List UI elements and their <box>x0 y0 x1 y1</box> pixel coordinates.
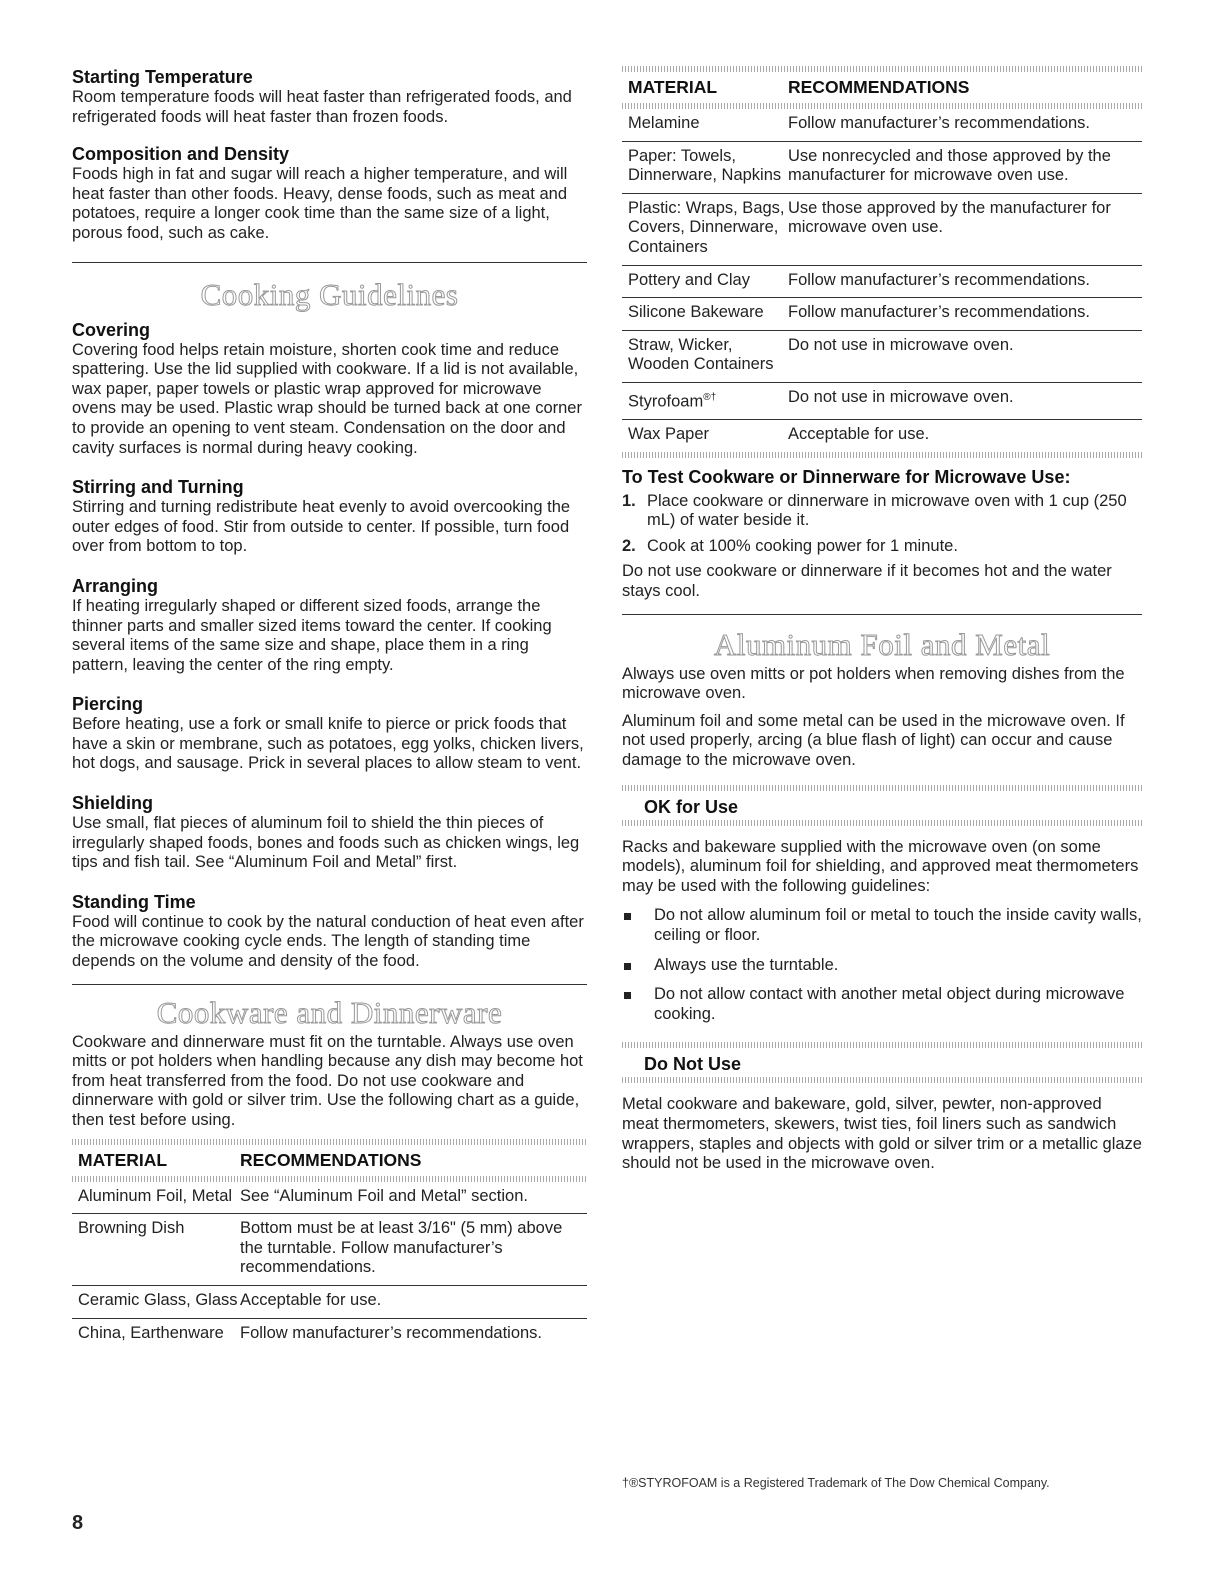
bullet-item <box>622 906 1142 945</box>
box-ok-for-use <box>622 785 1142 826</box>
table-row <box>622 109 1142 142</box>
piercing-text: Before heating, use a fork or small knife to pierce or prick foods that have a skin or membrane, such as potatoes, egg yolks, chicken livers, hot dogs, and sausage. Prick in several places to allow steam to vent. <box>72 715 584 773</box>
bullet-text: Do not allow aluminum foil or metal to touch the inside cavity walls, ceiling or floor. <box>654 906 1142 944</box>
section-starting-temperature <box>72 66 587 127</box>
table-bottom-rule <box>622 452 1142 458</box>
bullet-text: Do not allow contact with another metal object during microwave cooking. <box>654 985 1125 1023</box>
material-cell: China, Earthenware <box>78 1323 224 1342</box>
box-do-not-use <box>622 1042 1142 1083</box>
cookware-text: Cookware and dinnerware must fit on the turntable. Always use oven mitts or pot holders when handling because any dish may become hot from heat transferred from the food. Do not use cookware and dinnerware with gold or silver trim. Use the following chart as a guide, then test before using. <box>72 1032 583 1129</box>
step-number: 1. <box>622 491 636 510</box>
section-title-cookware: Cookware and Dinnerware <box>156 994 503 1030</box>
table-row <box>72 1319 587 1351</box>
subhead-starting-temperature: Starting Temperature <box>72 67 253 87</box>
divider <box>72 984 587 985</box>
header-recommendations: RECOMMENDATIONS <box>788 77 970 97</box>
material-cell: Browning Dish <box>78 1219 185 1238</box>
table-row <box>622 383 1142 420</box>
table-row <box>72 1286 587 1319</box>
header-material: MATERIAL <box>628 77 718 97</box>
recommendation-cell: Follow manufacturer’s recommendations. <box>788 114 1091 132</box>
table-row <box>72 1182 587 1215</box>
step-number: 2. <box>622 536 636 555</box>
shielding-text: Use small, flat pieces of aluminum foil to shield the thin pieces of irregularly shaped foods, bones and foods such as chicken wings, leg tips and fish tail. See “Aluminum Foil and Metal” first. <box>72 814 580 872</box>
subhead-covering: Covering <box>72 319 151 340</box>
section-arranging <box>72 575 587 675</box>
subhead-shielding: Shielding <box>72 793 153 814</box>
subhead-standing-time: Standing Time <box>72 891 196 912</box>
material-cell: Melamine <box>628 114 700 132</box>
bullet-square-icon <box>622 956 654 976</box>
bullet-square-icon <box>622 985 654 1024</box>
left-column <box>72 66 587 1350</box>
table-row <box>622 142 1142 194</box>
cookware-table <box>72 1139 587 1351</box>
ok-for-use-text: Racks and bakeware supplied with the microwave oven (on some models), aluminum foil for shielding, and approved meat thermometers may be used with the following guidelines: <box>622 837 1139 895</box>
material-cell: Plastic: Wraps, Bags, Covers, Dinnerware, Containers <box>628 198 785 256</box>
header-recommendations: RECOMMENDATIONS <box>240 1149 422 1170</box>
recommendation-cell: Use those approved by the manufacturer for microwave oven use. <box>788 198 1111 237</box>
section-piercing <box>72 693 587 774</box>
step-item <box>622 537 1142 557</box>
recommendation-cell: Use nonrecycled and those approved by the manufacturer for microwave oven use. <box>788 146 1111 185</box>
starting-temperature-text: Room temperature foods will heat faster than refrigerated foods, and refrigerated foods will heat faster than frozen foods. <box>72 88 572 126</box>
material-cell: Straw, Wicker, Wooden Containers <box>628 335 774 374</box>
stirring-text: Stirring and turning redistribute heat evenly to avoid overcooking the outer edges of food. Stir from outside to center. If possible, turn food over from bottom to top. <box>72 498 571 556</box>
section-shielding <box>72 792 587 873</box>
trademark-mark: ®† <box>703 391 717 403</box>
header-material: MATERIAL <box>78 1149 168 1170</box>
recommendation-cell: Follow manufacturer’s recommendations. <box>788 270 1091 289</box>
bullet-item <box>622 985 1142 1024</box>
table-row <box>622 266 1142 299</box>
box-bottom-rule <box>622 820 1142 826</box>
recommendation-cell: Acceptable for use. <box>788 425 930 444</box>
material-cell <box>628 388 788 412</box>
material-cell: Pottery and Clay <box>628 270 750 289</box>
table-row <box>622 194 1142 266</box>
material-cell: Wax Paper <box>628 425 710 444</box>
recommendation-cell: Acceptable for use. <box>240 1290 382 1309</box>
footnote: †®STYROFOAM is a Registered Trademark of The Dow Chemical Company. <box>622 1476 1050 1490</box>
section-test-cookware <box>622 466 1142 602</box>
recommendation-cell: Follow manufacturer’s recommendations. <box>788 303 1091 322</box>
divider <box>72 262 587 263</box>
table-row <box>622 331 1142 383</box>
subhead-composition: Composition and Density <box>72 144 290 165</box>
material-cell: Ceramic Glass, Glass <box>78 1290 238 1309</box>
section-covering <box>72 319 587 459</box>
recommendation-cell: Do not use in microwave oven. <box>788 387 1014 406</box>
material-cell: Paper: Towels, Dinnerware, Napkins <box>628 146 782 185</box>
do-not-use-text: Metal cookware and bakeware, gold, silver, pewter, non-approved meat thermometers, skewers, twist ties, foil liners such as sandwich wrappers, staples and objects with gold or silver trim or a metallic glaze should not be used in the microwave oven. <box>622 1095 1142 1173</box>
covering-text: Covering food helps retain moisture, shorten cook time and reduce spattering. Use the lid supplied with cookware. If a lid is not available, wax paper, paper towels or plastic wrap approved for microwave ovens may be used. Plastic wrap should be turned back at one corner to provide an opening to vent steam. Condensation on the door and cavity surfaces is normal during heavy cooking. <box>72 340 582 457</box>
recommendation-cell: Bottom must be at least 3/16" (5 mm) above the turntable. Follow manufacturer’s recommendations. <box>240 1219 563 1277</box>
right-column <box>622 66 1142 1174</box>
box-bottom-rule <box>622 1077 1142 1083</box>
standing-time-text: Food will continue to cook by the natural conduction of heat even after the microwave cooking cycle ends. The length of standing time depends on the volume and density of the food. <box>72 912 584 971</box>
divider <box>622 614 1142 615</box>
section-title-aluminum-foil: Aluminum Foil and Metal <box>713 626 1051 662</box>
test-note: Do not use cookware or dinnerware if it becomes hot and the water stays cool. <box>622 562 1112 600</box>
recommendation-cell: Do not use in microwave oven. <box>788 335 1014 354</box>
section-standing-time <box>72 891 587 972</box>
step-item <box>622 492 1142 531</box>
composition-text: Foods high in fat and sugar will reach a higher temperature, and will heat faster than other foods. Heavy, dense foods, such as meat and potatoes, require a longer cook time than the same size of a light, porous food, such as cake. <box>72 165 568 242</box>
foil-text-1: Always use oven mitts or pot holders when removing dishes from the microwave oven. <box>622 664 1125 703</box>
styrofoam-label: Styrofoam <box>628 392 704 411</box>
step-text: Cook at 100% cooking power for 1 minute. <box>647 536 958 555</box>
arranging-text: If heating irregularly shaped or different sized foods, arrange the thinner parts and smaller sized items toward the center. If cooking several items of the same size and shape, place them in a ring pattern, leaving the center of the ring empty. <box>72 596 552 674</box>
bullet-square-icon <box>622 906 654 945</box>
bullet-item <box>622 956 1142 976</box>
subhead-test-cookware: To Test Cookware or Dinnerware for Microwave Use: <box>622 466 1071 487</box>
material-cell: Aluminum Foil, Metal <box>78 1186 233 1205</box>
recommendation-cell: See “Aluminum Foil and Metal” section. <box>240 1186 528 1205</box>
section-stirring <box>72 476 587 557</box>
step-text: Place cookware or dinnerware in microwave oven with 1 cup (250 mL) of water beside it. <box>647 491 1127 530</box>
table-row <box>622 298 1142 331</box>
section-composition <box>72 143 587 243</box>
subhead-arranging: Arranging <box>72 575 159 596</box>
materials-table-continued <box>622 66 1142 458</box>
subhead-stirring: Stirring and Turning <box>72 477 244 498</box>
table-header <box>622 72 1142 103</box>
table-row <box>622 420 1142 452</box>
table-header <box>72 1145 587 1176</box>
page-number: 8 <box>72 1512 84 1534</box>
subhead-do-not-use: Do Not Use <box>644 1054 742 1075</box>
bullet-text: Always use the turntable. <box>654 955 839 974</box>
foil-text-2: Aluminum foil and some metal can be used in the microwave oven. If not used properly, arcing (a blue flash of light) can occur and cause damage to the microwave oven. <box>622 711 1125 769</box>
table-row <box>72 1214 587 1286</box>
section-title-cooking-guidelines: Cooking Guidelines <box>200 276 459 312</box>
subhead-piercing: Piercing <box>72 694 144 715</box>
recommendation-cell: Follow manufacturer’s recommendations. <box>240 1323 543 1342</box>
material-cell: Silicone Bakeware <box>628 303 764 322</box>
subhead-ok-for-use: OK for Use <box>644 796 739 817</box>
